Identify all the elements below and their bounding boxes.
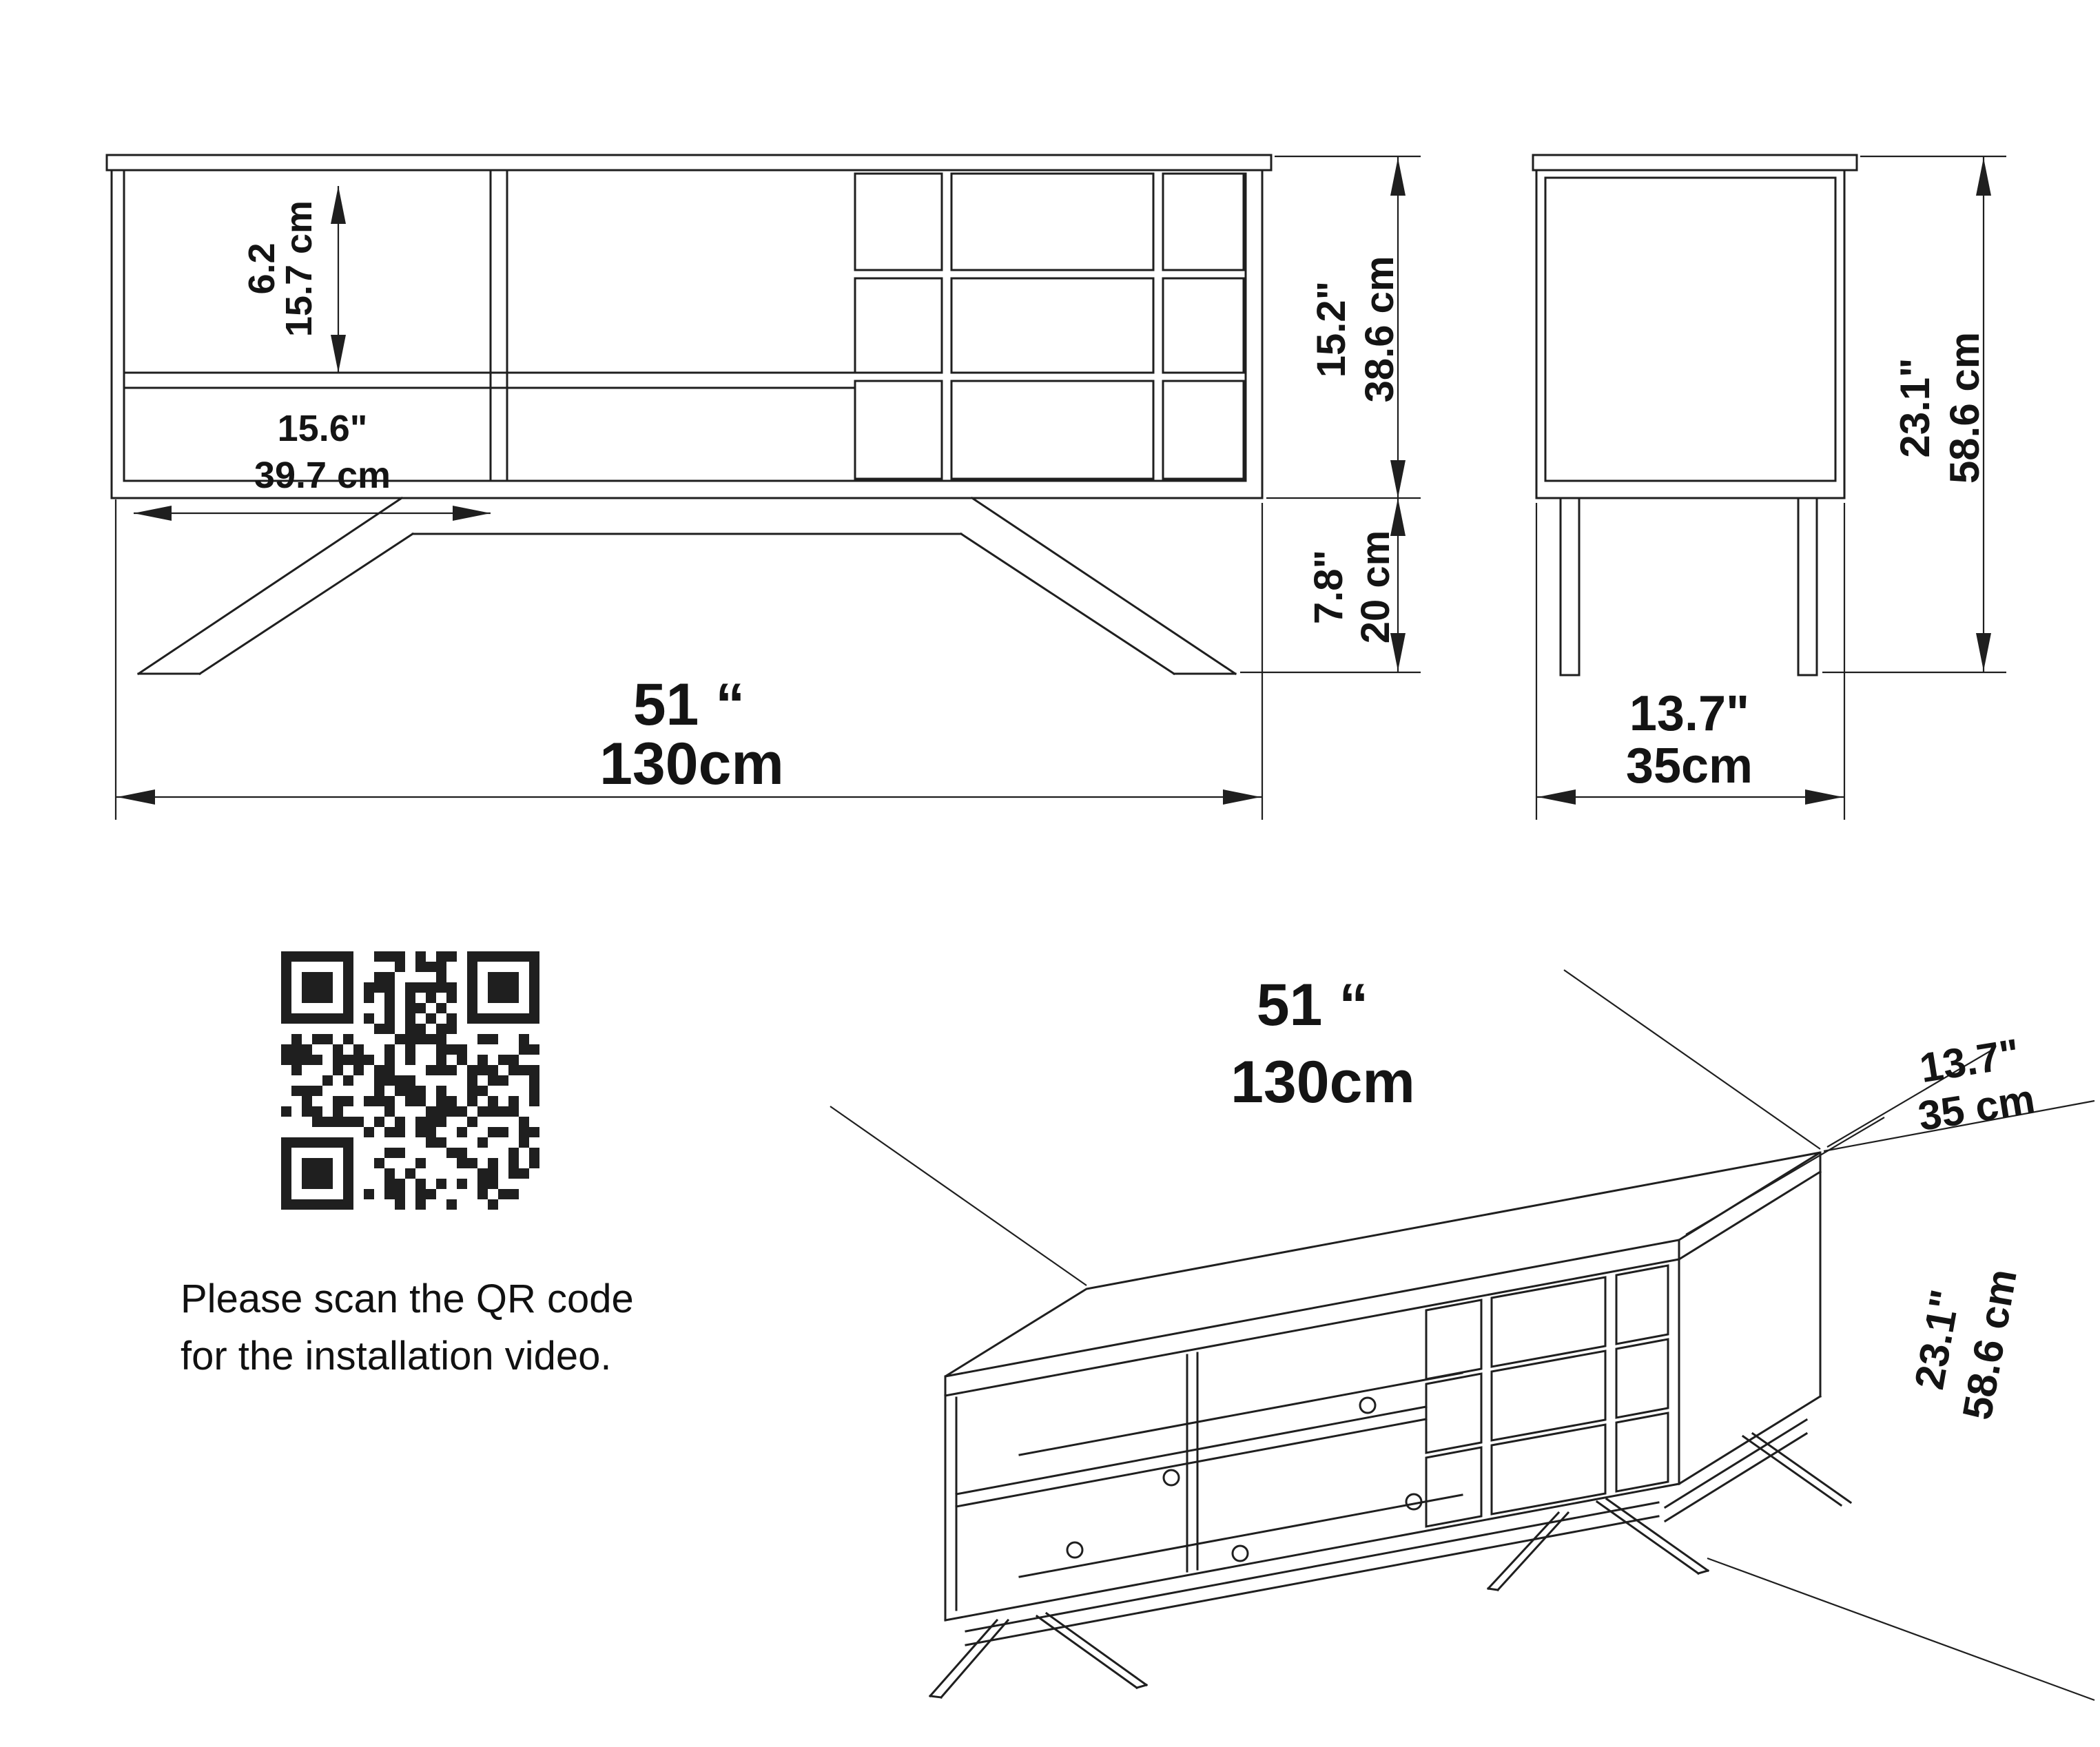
qr-note-line1: Please scan the QR code — [181, 1276, 634, 1321]
iso-total-height-in: 23.1" — [1906, 1286, 1969, 1393]
dim-depth-cm: 35cm — [1625, 738, 1753, 794]
dim-section-width-cm: 39.7 cm — [254, 455, 391, 496]
dim-body-height-cm: 38.6 cm — [1357, 256, 1402, 403]
iso-depth-cm: 35 cm — [1915, 1075, 2039, 1140]
dim-leg-height-in: 7.8" — [1306, 549, 1351, 625]
dim-body-height-in: 15.2" — [1309, 280, 1354, 378]
iso-depth-in: 13.7" — [1916, 1030, 2023, 1092]
iso-total-width-in: 51 “ — [1256, 972, 1369, 1038]
dim-section-width-in: 15.6" — [277, 408, 368, 449]
dim-total-height-in: 23.1" — [1892, 358, 1938, 458]
qr-note-line2: for the installation video. — [181, 1334, 612, 1378]
dim-shelf-gap-in: 6.2 — [241, 242, 282, 295]
iso-total-height-cm: 58.6 cm — [1953, 1265, 2026, 1423]
iso-total-width-cm: 130cm — [1231, 1049, 1415, 1115]
dim-total-height-cm: 58.6 cm — [1942, 331, 1988, 484]
dim-leg-height-cm: 20 cm — [1353, 530, 1398, 644]
dim-total-width-in: 51 “ — [632, 672, 745, 738]
dim-depth-in: 13.7" — [1629, 686, 1750, 741]
dim-shelf-gap-cm: 15.7 cm — [278, 200, 320, 338]
dim-total-width-cm: 130cm — [599, 731, 784, 797]
